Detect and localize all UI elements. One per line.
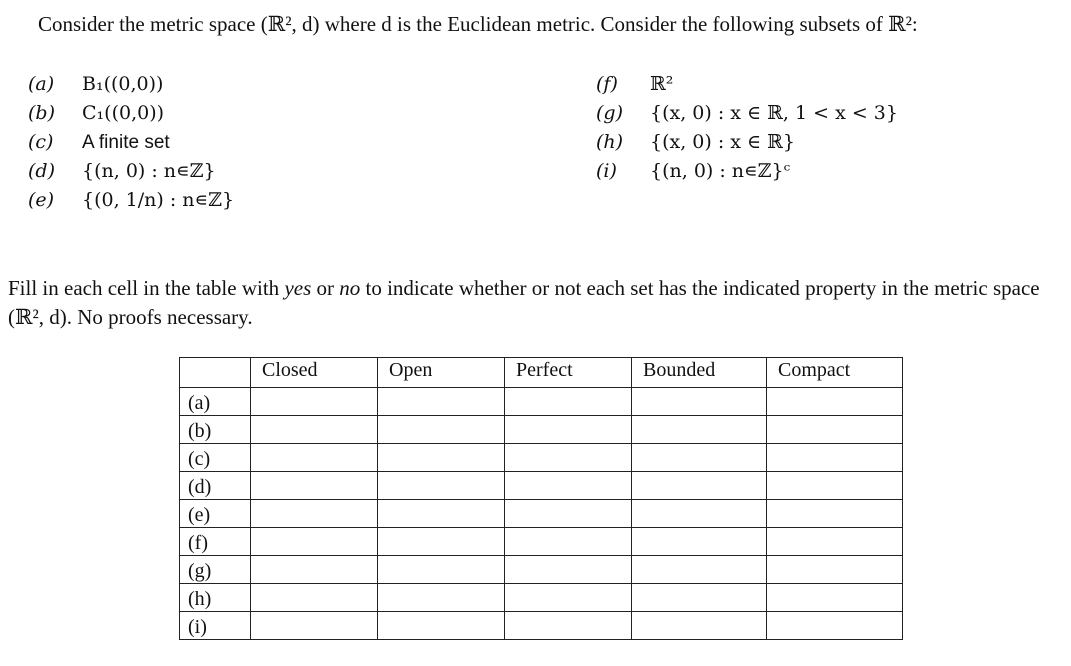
table-row	[180, 444, 903, 472]
answer-cell[interactable]	[251, 500, 378, 528]
row-label: (h)	[180, 584, 251, 612]
table-row	[180, 388, 903, 416]
properties-table	[179, 357, 903, 640]
answer-cell[interactable]	[378, 444, 505, 472]
set-list-right	[596, 70, 898, 186]
set-label: (b)	[28, 102, 55, 124]
table-row	[180, 556, 903, 584]
answer-cell[interactable]	[251, 584, 378, 612]
answer-cell[interactable]	[767, 500, 903, 528]
set-label: (i)	[596, 160, 617, 182]
header-perfect: Perfect	[505, 358, 632, 388]
instructions-no: no	[339, 276, 361, 300]
set-item-a	[28, 70, 234, 99]
answer-cell[interactable]	[505, 612, 632, 640]
set-item-g	[596, 99, 898, 128]
answer-cell[interactable]	[378, 500, 505, 528]
set-label: (d)	[28, 160, 55, 182]
set-item-h	[596, 128, 898, 157]
set-label: (e)	[28, 189, 55, 211]
answer-cell[interactable]	[767, 528, 903, 556]
row-label: (i)	[180, 612, 251, 640]
answer-cell[interactable]	[767, 612, 903, 640]
row-label: (e)	[180, 500, 251, 528]
table-row	[180, 500, 903, 528]
instructions-part2: to indicate whether or not each set has the indicated property in the metric space (ℝ², d). No proofs necessary.	[8, 276, 1040, 329]
answer-cell[interactable]	[378, 528, 505, 556]
row-label: (d)	[180, 472, 251, 500]
instructions-or: or	[311, 276, 340, 300]
row-label: (c)	[180, 444, 251, 472]
answer-cell[interactable]	[378, 556, 505, 584]
answer-cell[interactable]	[632, 528, 767, 556]
answer-cell[interactable]	[251, 556, 378, 584]
answer-cell[interactable]	[251, 528, 378, 556]
header-cell	[180, 358, 251, 388]
set-item-c	[28, 128, 234, 157]
intro-sentence: Consider the metric space (ℝ², d) where d is the Euclidean metric. Consider the following subsets of ℝ²:	[38, 12, 918, 36]
set-definition: {(n, 0) : n∊ℤ}ᶜ	[650, 160, 791, 182]
answer-cell[interactable]	[378, 612, 505, 640]
set-label: (h)	[596, 131, 624, 153]
row-label: (b)	[180, 416, 251, 444]
answer-cell[interactable]	[767, 556, 903, 584]
set-label: (c)	[28, 131, 54, 153]
header-compact: Compact	[767, 358, 903, 388]
answer-cell[interactable]	[505, 444, 632, 472]
set-item-f	[596, 70, 898, 99]
answer-cell[interactable]	[251, 612, 378, 640]
answer-cell[interactable]	[767, 388, 903, 416]
answer-cell[interactable]	[767, 416, 903, 444]
answer-cell[interactable]	[378, 388, 505, 416]
answer-cell[interactable]	[632, 388, 767, 416]
answer-cell[interactable]	[632, 584, 767, 612]
answer-cell[interactable]	[505, 416, 632, 444]
answer-cell[interactable]	[767, 444, 903, 472]
answer-cell[interactable]	[505, 556, 632, 584]
answer-cell[interactable]	[505, 528, 632, 556]
header-bounded: Bounded	[632, 358, 767, 388]
set-definition: B₁((0,0))	[82, 73, 164, 95]
set-item-e	[28, 186, 234, 215]
set-label: (g)	[596, 102, 623, 124]
answer-cell[interactable]	[632, 416, 767, 444]
answer-cell[interactable]	[505, 472, 632, 500]
table-row	[180, 416, 903, 444]
set-definition: C₁((0,0))	[82, 102, 165, 124]
table-header-row	[180, 358, 903, 388]
header-closed: Closed	[251, 358, 378, 388]
table-row	[180, 528, 903, 556]
table-row	[180, 472, 903, 500]
set-definition: {(x, 0) : x ∈ ℝ, 1 < x < 3}	[650, 102, 898, 124]
answer-cell[interactable]	[251, 416, 378, 444]
table-body	[180, 388, 903, 640]
answer-cell[interactable]	[505, 388, 632, 416]
set-label: (f)	[596, 73, 618, 95]
row-label: (a)	[180, 388, 251, 416]
set-list-left	[28, 70, 234, 215]
answer-cell[interactable]	[378, 416, 505, 444]
set-item-i	[596, 157, 898, 186]
answer-cell[interactable]	[251, 472, 378, 500]
answer-cell[interactable]	[505, 584, 632, 612]
answer-cell[interactable]	[378, 584, 505, 612]
row-label: (f)	[180, 528, 251, 556]
header-open: Open	[378, 358, 505, 388]
answer-cell[interactable]	[767, 584, 903, 612]
answer-cell[interactable]	[767, 472, 903, 500]
answer-cell[interactable]	[632, 472, 767, 500]
instructions-yes: yes	[284, 276, 312, 300]
table-row	[180, 584, 903, 612]
row-label: (g)	[180, 556, 251, 584]
answer-cell[interactable]	[251, 388, 378, 416]
answer-cell[interactable]	[632, 556, 767, 584]
answer-cell[interactable]	[632, 612, 767, 640]
answer-cell[interactable]	[632, 444, 767, 472]
set-definition: A finite set	[82, 132, 170, 153]
set-label: (a)	[28, 73, 55, 95]
set-definition: {(x, 0) : x ∈ ℝ}	[650, 131, 796, 153]
set-item-b	[28, 99, 234, 128]
set-definition: {(n, 0) : n∊ℤ}	[82, 160, 216, 182]
instructions-part1: Fill in each cell in the table with	[8, 276, 285, 300]
answer-cell[interactable]	[505, 500, 632, 528]
answer-cell[interactable]	[632, 500, 767, 528]
answer-cell[interactable]	[378, 472, 505, 500]
set-definition: {(0, 1/n) : n∊ℤ}	[82, 189, 235, 211]
instructions-paragraph	[8, 274, 1068, 332]
table-row	[180, 612, 903, 640]
answer-cell[interactable]	[251, 444, 378, 472]
set-definition: ℝ²	[650, 73, 674, 95]
set-item-d	[28, 157, 234, 186]
